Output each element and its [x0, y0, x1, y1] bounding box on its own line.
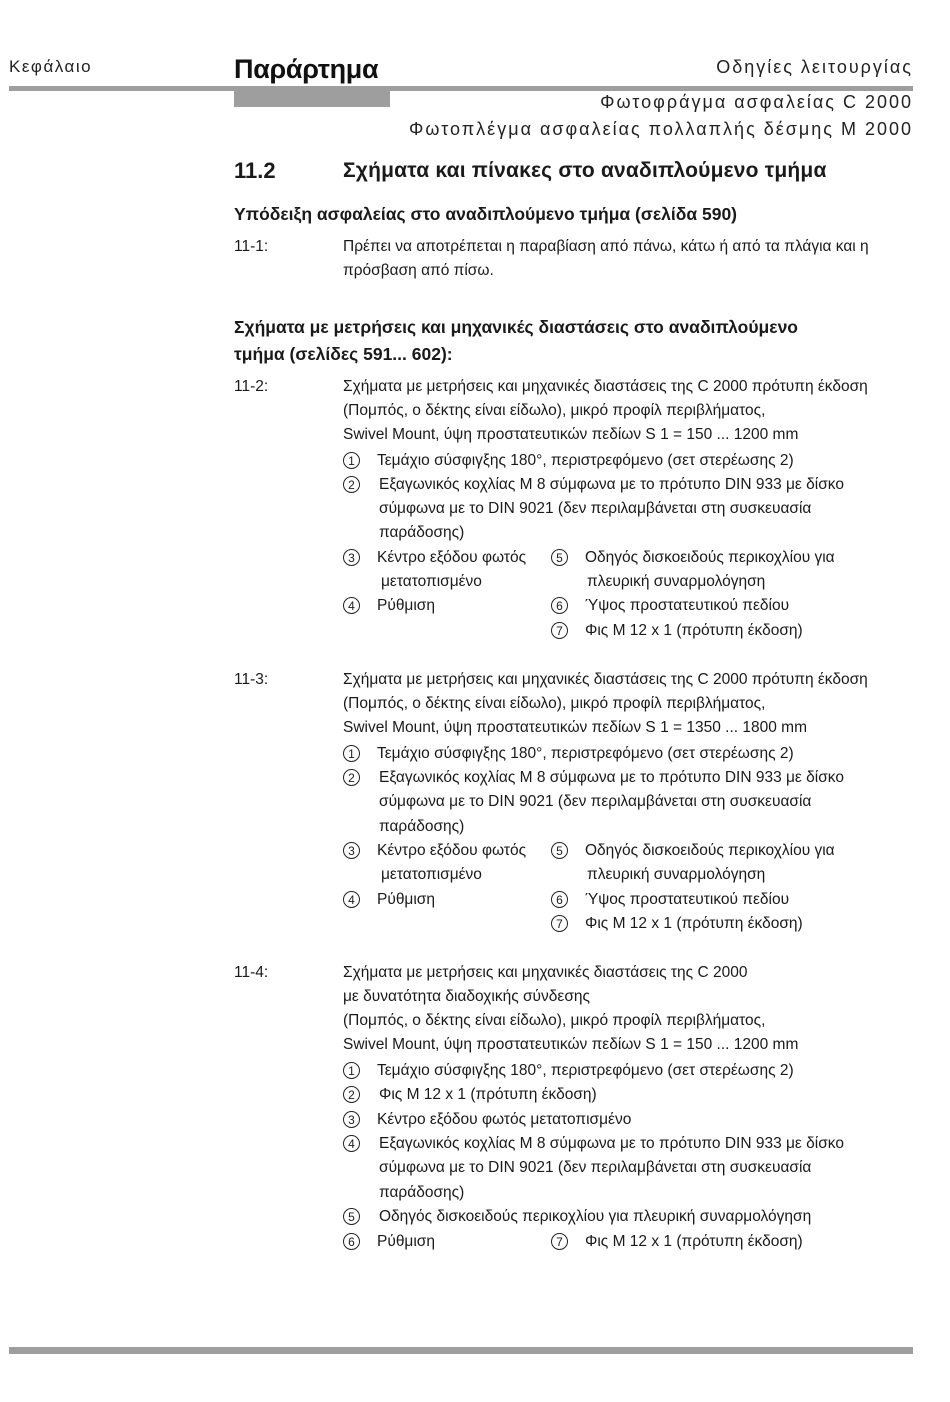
figure-desc-line: Swivel Mount, ύψη προστατευτικών πεδίων S 1 = 150 ... 1200 mm	[343, 1036, 799, 1053]
legend-number: 3	[343, 1111, 360, 1128]
figure-desc-line: (Πομπός, ο δέκτης είναι είδωλο), μικρό προφίλ περιβλήματος,	[343, 402, 766, 419]
header-rule	[9, 86, 913, 91]
figure-desc-line: Σχήματα με μετρήσεις και μηχανικές διαστάσεις της C 2000 πρότυπη έκδοση	[343, 378, 868, 395]
product-title-1: Φωτοφράγμα ασφαλείας C 2000	[600, 92, 913, 112]
product-title-2: Φωτοπλέγμα ασφαλείας πολλαπλής δέσμης M 2000	[408, 119, 913, 139]
legend-number: 4	[343, 1135, 360, 1152]
legend-number: 3	[343, 842, 360, 859]
legend-item-cont: παράδοσης)	[379, 818, 465, 835]
legend-number: 7	[551, 622, 568, 639]
legend-number: 6	[343, 1233, 360, 1250]
legend-number: 2	[343, 1086, 360, 1103]
figures-title-line: τμήμα (σελίδες 591... 602):	[234, 344, 453, 364]
legend-item-cont: μετατοπισμένο	[381, 573, 482, 590]
figure-desc-line: (Πομπός, ο δέκτης είναι είδωλο), μικρό προφίλ περιβλήματος,	[343, 1012, 766, 1029]
figure-label: 11-4:	[234, 964, 269, 981]
legend-item-cont: σύμφωνα με το DIN 9021 (δεν περιλαμβάνεται στη συσκευασία	[379, 793, 812, 810]
legend-number: 3	[343, 549, 360, 566]
safety-label: 11-1:	[234, 238, 269, 255]
figure-desc-line: Σχήματα με μετρήσεις και μηχανικές διαστάσεις της C 2000	[343, 964, 748, 981]
legend-item-cont: σύμφωνα με το DIN 9021 (δεν περιλαμβάνεται στη συσκευασία	[379, 500, 812, 517]
legend-number: 1	[343, 1062, 360, 1079]
legend-number: 6	[551, 597, 568, 614]
section-title: Παράρτημα	[234, 54, 379, 84]
legend-number: 7	[551, 1233, 568, 1250]
legend-item-cont: παράδοσης)	[379, 1184, 465, 1201]
figure-desc-line: με δυνατότητα διαδοχικής σύνδεσης	[343, 988, 590, 1005]
figure-desc-line: Σχήματα με μετρήσεις και μηχανικές διαστάσεις της C 2000 πρότυπη έκδοση	[343, 671, 868, 688]
legend-number: 5	[551, 842, 568, 859]
legend-item-cont: πλευρική συναρμολόγηση	[587, 866, 766, 883]
legend-number: 6	[551, 891, 568, 908]
legend-item-cont: πλευρική συναρμολόγηση	[587, 573, 766, 590]
section-tab-block	[234, 91, 390, 107]
safety-line: πρόσβαση από πίσω.	[343, 262, 494, 279]
legend-number: 1	[343, 745, 360, 762]
legend-number: 5	[343, 1208, 360, 1225]
document-type: Οδηγίες λειτουργίας	[716, 57, 913, 77]
legend-item-cont: σύμφωνα με το DIN 9021 (δεν περιλαμβάνεται στη συσκευασία	[379, 1159, 812, 1176]
legend-number: 4	[343, 891, 360, 908]
legend-number: 2	[343, 769, 360, 786]
legend-number: 2	[343, 476, 360, 493]
figure-desc-line: (Πομπός, ο δέκτης είναι είδωλο), μικρό προφίλ περιβλήματος,	[343, 695, 766, 712]
safety-line: Πρέπει να αποτρέπεται η παραβίαση από πάνω, κάτω ή από τα πλάγια και η	[343, 238, 869, 255]
figure-label: 11-2:	[234, 378, 269, 395]
heading-title: Σχήματα και πίνακες στο αναδιπλούμενο τμήμα	[343, 159, 827, 182]
legend-number: 4	[343, 597, 360, 614]
chapter-label: Κεφάλαιο	[9, 57, 93, 76]
figure-desc-line: Swivel Mount, ύψη προστατευτικών πεδίων S 1 = 1350 ... 1800 mm	[343, 719, 807, 736]
heading-number: 11.2	[234, 158, 276, 183]
safety-title: Υπόδειξη ασφαλείας στο αναδιπλούμενο τμήμα (σελίδα 590)	[234, 204, 738, 224]
legend-number: 5	[551, 549, 568, 566]
legend-number: 1	[343, 452, 360, 469]
legend-item-cont: παράδοσης)	[379, 524, 465, 541]
figure-desc-line: Swivel Mount, ύψη προστατευτικών πεδίων S 1 = 150 ... 1200 mm	[343, 426, 799, 443]
figure-label: 11-3:	[234, 671, 269, 688]
legend-item-cont: μετατοπισμένο	[381, 866, 482, 883]
legend-number: 7	[551, 915, 568, 932]
figures-title-line: Σχήματα με μετρήσεις και μηχανικές διαστάσεις στο αναδιπλούμενο	[234, 317, 798, 337]
footer-rule	[9, 1347, 913, 1354]
